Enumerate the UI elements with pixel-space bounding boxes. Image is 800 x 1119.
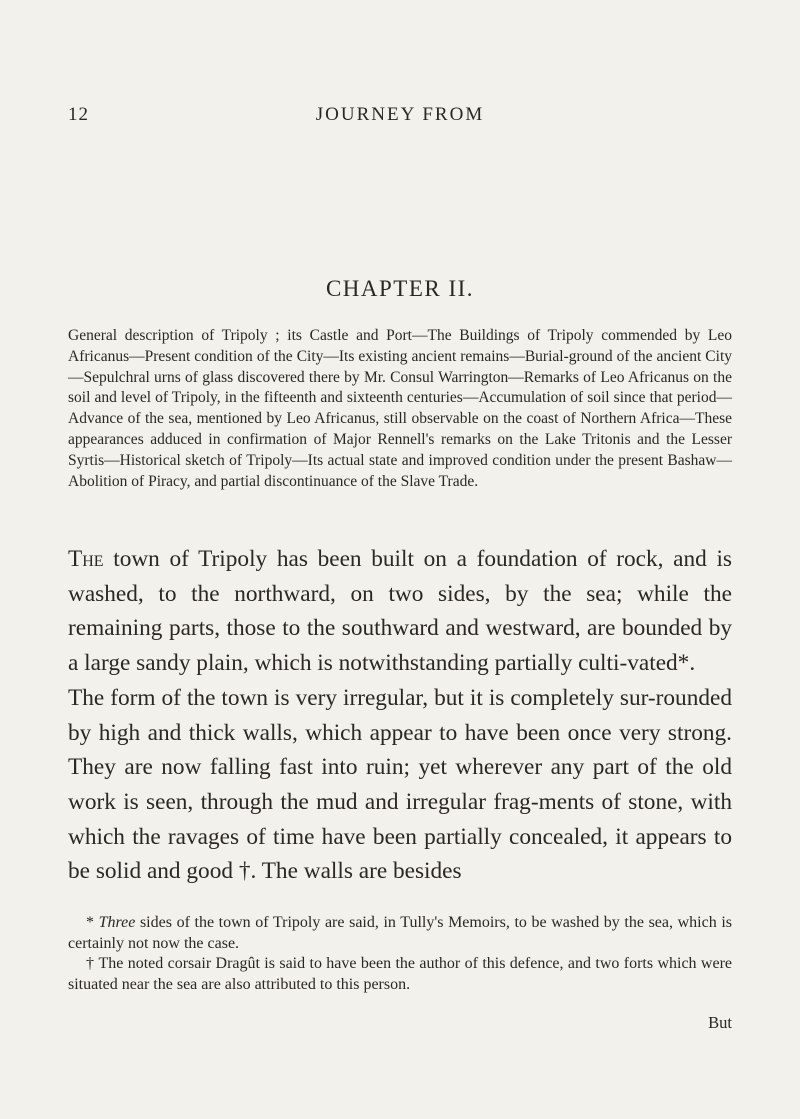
footnote-mark: *	[86, 914, 99, 931]
footnote-emphasis: Three	[98, 914, 136, 931]
running-head	[68, 104, 732, 134]
footnote-text: sides of the town of Tripoly are said, in Tully's Memoirs, to be washed by the sea, which is certainly not now the case.	[68, 914, 732, 952]
footnotes	[68, 913, 732, 995]
footnote: † The noted corsair Dragût is said to have been the author of this defence, and two forts which were situated near the sea are also attributed to this person.	[68, 955, 732, 993]
paragraph-text: town of Tripoly has been built on a foundation of rock, and is washed, to the northward, on two sides, by the sea; while the remaining parts, those to the southward and westward, are bounded by a large sandy plain, which is notwithstanding partially culti-vated*.	[68, 546, 732, 677]
footnote	[68, 913, 732, 954]
body-text	[68, 542, 732, 889]
running-title: JOURNEY FROM	[315, 104, 485, 125]
drop-word: The	[68, 546, 104, 572]
chapter-title: CHAPTER II.	[325, 276, 475, 301]
catchword: But	[708, 1013, 732, 1032]
paragraph: The form of the town is very irregular, but it is completely sur-rounded by high and thick walls, which appear to have been once very strong. They are now falling fast into ruin; yet wherever any part of the old work is seen, through the mud and irregular frag-ments of stone, with which the ravages of time have been partially concealed, it appears to be solid and good †. The walls are besides	[68, 684, 732, 885]
page-number: 12	[68, 104, 89, 125]
paragraph	[68, 542, 732, 681]
chapter-summary: General description of Tripoly ; its Castle and Port—The Buildings of Tripoly commended by Leo Africanus—Present condition of the City—Its existing ancient remains—Burial-ground of the ancient City—Sepulchral urns of glass discovered there by Mr. Consul Warrington—Remarks of Leo Africanus on the soil and level of Tripoly, in the fifteenth and sixteenth centuries—Accumulation of soil since that period—Advance of the sea, mentioned by Leo Africanus, still observable on the coast of Northern Africa—These appearances adduced in confirmation of Major Rennell's remarks on the Lake Tritonis and the Lesser Syrtis—Historical sketch of Tripoly—Its actual state and improved condition under the present Bashaw—Abolition of Piracy, and partial discontinuance of the Slave Trade.	[68, 327, 732, 490]
